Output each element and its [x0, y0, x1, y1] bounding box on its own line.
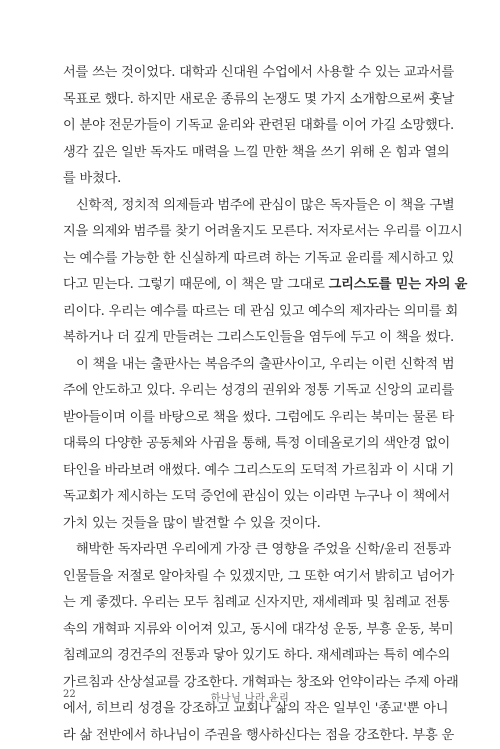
text-line: 받아들이며 이를 바탕으로 책을 썼다. 그럼에도 우리는 북미는 물론 타 [63, 405, 437, 432]
text-line: 라 삶 전반에서 하나님이 주권을 행사하신다는 점을 강조한다. 부흥 운 [63, 723, 437, 749]
text-line: 가치 있는 것들을 많이 발견할 수 있을 것이다. [63, 511, 437, 538]
text-line: 는 예수를 가능한 한 신실하게 따르려 하는 기독교 윤리를 제시하고 있 [63, 246, 437, 273]
running-title: 하나님 나라 윤리 [0, 689, 500, 704]
text-line: 복하거나 더 깊게 만들려는 그리스도인들을 염두에 두고 이 책을 썼다. [63, 325, 437, 352]
text-line: 서를 쓰는 것이었다. 대학과 신대원 수업에서 사용할 수 있는 교과서를 [63, 60, 437, 87]
text-line: 침례교의 경건주의 전통과 닿아 있기도 하다. 재세례파는 특히 예수의 [63, 643, 437, 670]
text-line: 해박한 독자라면 우리에게 가장 큰 영향을 주었을 신학/윤리 전통과 [63, 537, 437, 564]
text-line: 에서, 히브리 성경을 강조하고 교회나 삶의 작은 일부인 '종교'뿐 아니 [63, 696, 437, 723]
text-line: 인물들을 저절로 알아차릴 수 있겠지만, 그 또한 여기서 밝히고 넘어가 [63, 564, 437, 591]
text-line: 가르침과 산상설교를 강조한다. 개혁파는 창조와 언약이라는 주제 아래 [63, 670, 437, 697]
text-line: 는 게 좋겠다. 우리는 모두 침례교 신자지만, 재세례파 및 침례교 전통 [63, 590, 437, 617]
text-line: 속의 개혁파 지류와 이어져 있고, 동시에 대각성 운동, 부흥 운동, 북미 [63, 617, 437, 644]
text-line: 타인을 바라보려 애썼다. 예수 그리스도의 도덕적 가르침과 이 시대 기 [63, 458, 437, 485]
text-line: 신학적, 정치적 의제들과 범주에 관심이 많은 독자들은 이 책을 구별 [63, 193, 437, 220]
page-footer [0, 689, 500, 705]
text-line: 를 바쳤다. [63, 166, 437, 193]
text-segment: 다고 믿는다. 그렇기 때문에, 이 책은 말 그대로 [63, 277, 329, 292]
text-line-with-emphasis [63, 272, 437, 299]
text-line: 이 책을 내는 출판사는 복음주의 출판사이고, 우리는 이런 신학적 범 [63, 352, 437, 379]
text-line: 독교회가 제시하는 도덕 증언에 관심이 있는 이라면 누구나 이 책에서 [63, 484, 437, 511]
emphasized-phrase: 그리스도를 믿는 자의 윤 [329, 277, 468, 292]
text-line: 주에 안도하고 있다. 우리는 성경의 권위와 정통 기독교 신앙의 교리를 [63, 378, 437, 405]
text-line: 대륙의 다양한 공동체와 사귐을 통해, 특정 이데올로기의 색안경 없이 [63, 431, 437, 458]
text-line: 이 분야 전문가들이 기독교 윤리와 관련된 대화를 이어 가길 소망했다. [63, 113, 437, 140]
text-line: 리이다. 우리는 예수를 따르는 데 관심 있고 예수의 제자라는 의미를 회 [63, 299, 437, 326]
text-line: 생각 깊은 일반 독자도 매력을 느낄 만한 책을 쓰기 위해 온 힘과 열의 [63, 140, 437, 167]
text-line: 지을 의제와 범주를 찾기 어려울지도 모른다. 저자로서는 우리를 이끄시 [63, 219, 437, 246]
body-text [63, 60, 437, 749]
page-number: 22 [63, 689, 76, 700]
text-line: 목표로 했다. 하지만 새로운 종류의 논쟁도 몇 가지 소개함으로써 훗날 [63, 87, 437, 114]
